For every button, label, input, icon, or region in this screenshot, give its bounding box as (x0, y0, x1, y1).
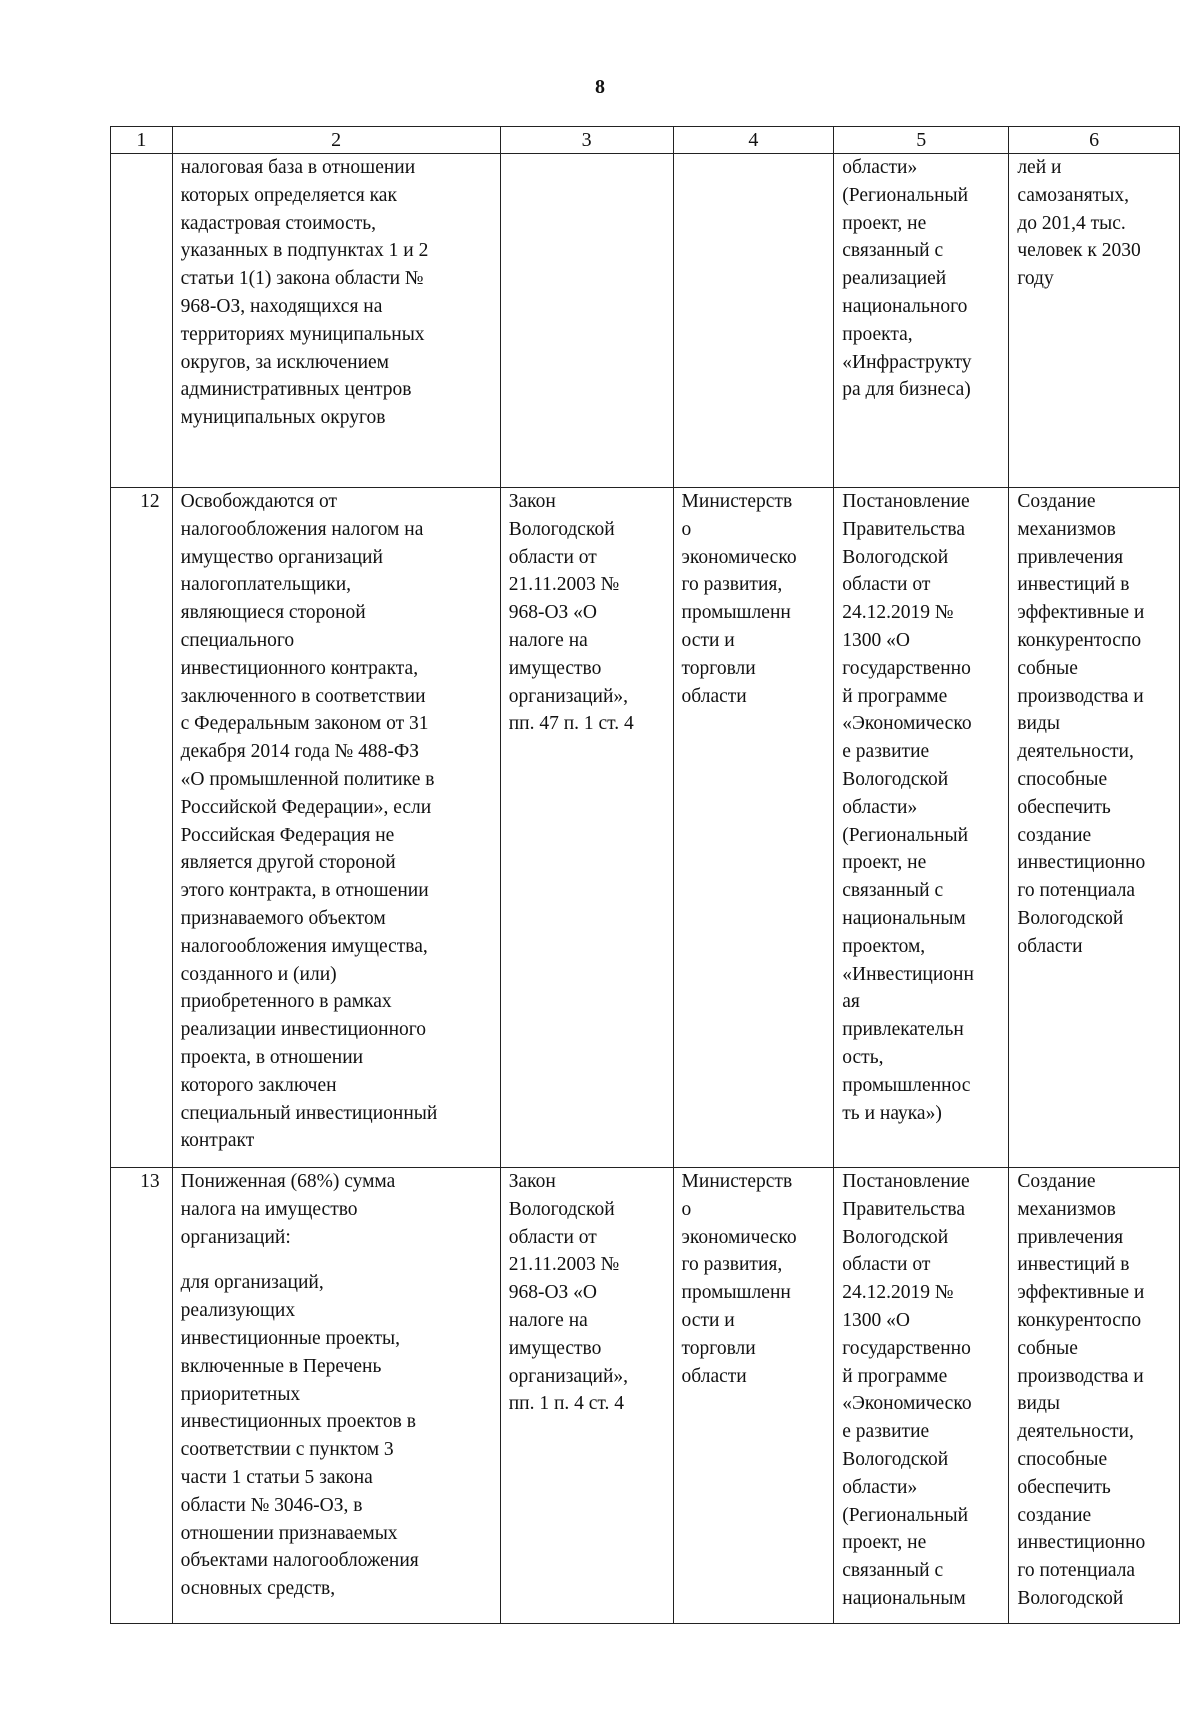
header-col-5: 5 (834, 127, 1009, 154)
cell-text-line: (Региональный (842, 824, 969, 846)
cell-text-line: налогообложения имущества, (180, 935, 428, 957)
cell-text-line: конкурентоспо (1017, 1309, 1142, 1331)
cell-text-line: производства и (1017, 1365, 1144, 1387)
cell-text-line: виды (1017, 1393, 1060, 1415)
cell-text-line: декабря 2014 года № 488-ФЗ (180, 741, 419, 763)
cell-text-line: проекта, (842, 323, 913, 345)
header-col-4: 4 (673, 127, 834, 154)
legal-basis (500, 154, 673, 488)
cell-text-line: основных средств, (180, 1578, 336, 1600)
cell-text-line: пп. 1 п. 4 ст. 4 (508, 1393, 624, 1415)
cell-text-line: Создание (1017, 1171, 1096, 1192)
cell-text-line: торговли (681, 657, 756, 679)
cell-text-line: инвестиционного контракта, (180, 657, 419, 679)
cell-text-line: Пониженная (68%) сумма (180, 1171, 396, 1192)
cell-text-line: территориях муниципальных (180, 323, 425, 345)
cell-text-line: является другой стороной (180, 852, 396, 874)
cell-text-line: Вологодской (842, 1226, 949, 1248)
cell-text-line: Правительства (842, 1198, 965, 1220)
cell-text-line: налога на имущество (180, 1198, 358, 1220)
cell-text-line: области» (842, 796, 918, 818)
cell-text-line: Министерств (681, 491, 793, 512)
cell-text-line: признаваемого объектом (180, 907, 386, 929)
page-number: 8 (595, 76, 605, 98)
cell-text-line: области (1017, 935, 1083, 957)
cell-text-line: реализации инвестиционного (180, 1019, 427, 1041)
cell-text-line: области (681, 1365, 747, 1387)
legal-basis (500, 488, 673, 1168)
cell-text-line: которого заключен (180, 1074, 337, 1096)
state-program (834, 488, 1009, 1168)
cell-text-line: кадастровая стоимость, (180, 212, 377, 234)
cell-text-line: деятельности, (1017, 1421, 1134, 1443)
cell-text-line: связанный с (842, 240, 944, 262)
cell-text-line: эффективные и (1017, 1282, 1145, 1304)
cell-text-line: инвестиционных проектов в (180, 1411, 416, 1433)
cell-text-line: ости и (681, 629, 735, 651)
benefit-description (172, 488, 500, 1168)
cell-text-line: округов, за исключением (180, 351, 390, 373)
cell-text-line: го развития, (681, 574, 783, 596)
cell-text-line: 21.11.2003 № (508, 574, 620, 596)
cell-text-line: обеспечить (1017, 796, 1111, 818)
benefit-description (172, 1168, 500, 1624)
state-program (834, 154, 1009, 488)
cell-text-line: являющиеся стороной (180, 602, 366, 624)
benefits-table (110, 126, 1180, 1624)
cell-text-line: налогоплательщики, (180, 574, 351, 596)
cell-text-line: до 201,4 тыс. (1017, 212, 1126, 234)
cell-text-line: механизмов (1017, 1198, 1116, 1220)
row-number (111, 154, 173, 488)
cell-text-line: налоговая база в отношении (180, 157, 416, 178)
cell-text-line: налоге на (508, 1309, 588, 1331)
cell-text-line: области» (842, 1476, 918, 1498)
cell-text-line: й программе (842, 1365, 948, 1387)
cell-text-line: Российская Федерация не (180, 824, 395, 846)
header-col-2: 2 (172, 127, 500, 154)
cell-text-line: которых определяется как (180, 184, 397, 206)
cell-text-line: «Экономическо (842, 1393, 972, 1415)
cell-text-line: инвестиционно (1017, 852, 1146, 874)
cell-text-line: 968-ОЗ, находящихся на (180, 295, 383, 317)
cell-text-line: 968-ОЗ «О (508, 602, 598, 624)
cell-text-line: механизмов (1017, 518, 1116, 540)
cell-text-line: Постановление (842, 1171, 970, 1192)
cell-text-line: го развития, (681, 1254, 783, 1276)
cell-text-line: Вологодской (842, 546, 949, 568)
cell-text-line: Вологодской (508, 518, 615, 540)
cell-text-line: эффективные и (1017, 602, 1145, 624)
cell-text-line: привлечения (1017, 1226, 1124, 1248)
curator (673, 488, 834, 1168)
cell-text-line: собные (1017, 657, 1078, 679)
cell-text-line: е развитие (842, 1421, 930, 1443)
cell-text-line: создание (1017, 824, 1092, 846)
header-col-6: 6 (1009, 127, 1180, 154)
cell-text-line: организаций», (508, 685, 629, 707)
cell-text-line: (Региональный (842, 184, 969, 206)
cell-text-line: объектами налогообложения (180, 1550, 419, 1572)
cell-text-line: области от (842, 1254, 931, 1276)
header-col-3: 3 (500, 127, 673, 154)
cell-text-line: «Экономическо (842, 713, 972, 735)
cell-text-line: самозанятых, (1017, 184, 1129, 206)
cell-text-line: связанный с (842, 880, 944, 902)
cell-text-line: заключенного в соответствии (180, 685, 426, 707)
table-row (111, 488, 1180, 1168)
header-col-1: 1 (111, 127, 173, 154)
cell-text-line: ть и наука») (842, 1102, 942, 1124)
cell-text-line: налоге на (508, 629, 588, 651)
cell-text-line: деятельности, (1017, 741, 1134, 763)
cell-text-line: статьи 1(1) закона области № (180, 268, 424, 290)
cell-text-line: ая (842, 991, 860, 1013)
cell-text-line: Освобождаются от (180, 491, 338, 512)
cell-text-line: национального (842, 295, 968, 317)
cell-text-line: способные (1017, 1448, 1108, 1470)
cell-text-line: Вологодской (508, 1198, 615, 1220)
cell-text-line: проект, не (842, 852, 927, 874)
cell-text-line: ости и (681, 1309, 735, 1331)
cell-text-line: имущество (508, 657, 602, 679)
cell-text-line: инвестиций в (1017, 1254, 1130, 1276)
cell-text-line: Правительства (842, 518, 965, 540)
cell-text-line: Постановление (842, 491, 970, 512)
table-row (111, 154, 1180, 488)
cell-text-line: (Региональный (842, 1504, 969, 1526)
cell-text-line: специальный инвестиционный (180, 1102, 438, 1124)
cell-text-line: 1300 «О (842, 629, 910, 651)
cell-text-line: инвестиций в (1017, 574, 1130, 596)
cell-text-line: способные (1017, 768, 1108, 790)
cell-text-line: о (681, 518, 692, 540)
cell-text-line: административных центров (180, 379, 412, 401)
cell-text-line: лей и (1017, 157, 1062, 178)
cell-text-line: 1300 «О (842, 1309, 910, 1331)
cell-text-line: с Федеральным законом от 31 (180, 713, 429, 735)
cell-text-line: Вологодской (1017, 1587, 1124, 1609)
benefit-heading (181, 1168, 492, 1251)
cell-text-line: виды (1017, 713, 1060, 735)
cell-text-line: «Инвестиционн (842, 963, 974, 985)
cell-text-line: области от (842, 574, 931, 596)
cell-text-line: реализацией (842, 268, 947, 290)
cell-text-line: области от (508, 1226, 597, 1248)
cell-text-line: Закон (508, 491, 556, 512)
cell-text-line: Российской Федерации», если (180, 796, 432, 818)
cell-text-line: экономическо (681, 1226, 797, 1248)
cell-text-line: реализующих (180, 1300, 296, 1322)
cell-text-line: этого контракта, в отношении (180, 880, 429, 902)
cell-text-line: проект, не (842, 212, 927, 234)
cell-text-line: человек к 2030 (1017, 240, 1141, 262)
cell-text-line: конкурентоспо (1017, 629, 1142, 651)
cell-text-line: 968-ОЗ «О (508, 1282, 598, 1304)
cell-text-line: имущество (508, 1337, 602, 1359)
row-number: 12 (111, 488, 173, 1168)
cell-text-line: указанных в подпунктах 1 и 2 (180, 240, 429, 262)
benefit-body (181, 1269, 492, 1603)
cell-text-line: инвестиционные проекты, (180, 1327, 401, 1349)
cell-text-line: «Инфраструкту (842, 351, 972, 373)
cell-text-line: 24.12.2019 № (842, 602, 954, 624)
cell-text-line: Создание (1017, 491, 1096, 512)
cell-text-line: проектом, (842, 935, 926, 957)
benefit-description (172, 154, 500, 488)
cell-text-line: Министерств (681, 1171, 793, 1192)
cell-text-line: национальным (842, 1587, 966, 1609)
table-row (111, 1168, 1180, 1624)
cell-text-line: области» (842, 157, 918, 178)
cell-text-line: части 1 статьи 5 закона (180, 1466, 373, 1488)
cell-text-line: обеспечить (1017, 1476, 1111, 1498)
cell-text-line: отношении признаваемых (180, 1522, 398, 1544)
row-number: 13 (111, 1168, 173, 1624)
cell-text-line: налогообложения налогом на (180, 518, 424, 540)
cell-text-line: «О промышленной политике в (180, 768, 435, 790)
cell-text-line: торговли (681, 1337, 756, 1359)
cell-text-line: производства и (1017, 685, 1144, 707)
cell-text-line: области (681, 685, 747, 707)
cell-text-line: привлечения (1017, 546, 1124, 568)
cell-text-line: 21.11.2003 № (508, 1254, 620, 1276)
cell-text-line: промышленнос (842, 1074, 971, 1096)
cell-text-line: ра для бизнеса) (842, 379, 971, 401)
cell-text-line: созданного и (или) (180, 963, 337, 985)
cell-text-line: промышленн (681, 602, 791, 624)
cell-text-line: собные (1017, 1337, 1078, 1359)
legal-basis (500, 1168, 673, 1624)
cell-text-line: году (1017, 268, 1054, 290)
header-row (111, 127, 1180, 154)
goal (1009, 1168, 1180, 1624)
goal (1009, 154, 1180, 488)
cell-text-line: ость, (842, 1046, 884, 1068)
cell-text-line: 24.12.2019 № (842, 1282, 954, 1304)
cell-text-line: Вологодской (842, 768, 949, 790)
cell-text-line: организаций», (508, 1365, 629, 1387)
cell-text-line: го потенциала (1017, 880, 1136, 902)
curator (673, 1168, 834, 1624)
cell-text-line: области от (508, 546, 597, 568)
spacer (181, 1251, 492, 1269)
cell-text-line: для организаций, (180, 1272, 324, 1294)
cell-text-line: о (681, 1198, 692, 1220)
cell-text-line: Закон (508, 1171, 556, 1192)
cell-text-line: организаций: (180, 1226, 291, 1248)
cell-text-line: Вологодской (1017, 907, 1124, 929)
cell-text-line: пп. 47 п. 1 ст. 4 (508, 713, 634, 735)
cell-text-line: включенные в Перечень (180, 1355, 382, 1377)
cell-text-line: государственно (842, 1337, 971, 1359)
goal (1009, 488, 1180, 1168)
cell-text-line: создание (1017, 1504, 1092, 1526)
cell-text-line: области № 3046-ОЗ, в (180, 1494, 363, 1516)
state-program (834, 1168, 1009, 1624)
cell-text-line: проекта, в отношении (180, 1046, 364, 1068)
cell-text-line: го потенциала (1017, 1560, 1136, 1582)
cell-text-line: соответствии с пунктом 3 (180, 1439, 394, 1461)
cell-text-line: связанный с (842, 1560, 944, 1582)
cell-text-line: муниципальных округов (180, 407, 386, 429)
cell-text-line: приоритетных (180, 1383, 301, 1405)
cell-text-line: Вологодской (842, 1448, 949, 1470)
cell-text-line: национальным (842, 907, 966, 929)
cell-text-line: инвестиционно (1017, 1532, 1146, 1554)
cell-text-line: привлекательн (842, 1019, 964, 1041)
curator (673, 154, 834, 488)
cell-text-line: контракт (180, 1130, 255, 1152)
cell-text-line: государственно (842, 657, 971, 679)
cell-text-line: приобретенного в рамках (180, 991, 392, 1013)
cell-text-line: имущество организаций (180, 546, 383, 568)
cell-text-line: е развитие (842, 741, 930, 763)
cell-text-line: специального (180, 629, 295, 651)
cell-text-line: й программе (842, 685, 948, 707)
cell-text-line: промышленн (681, 1282, 791, 1304)
cell-text-line: проект, не (842, 1532, 927, 1554)
cell-text-line: экономическо (681, 546, 797, 568)
